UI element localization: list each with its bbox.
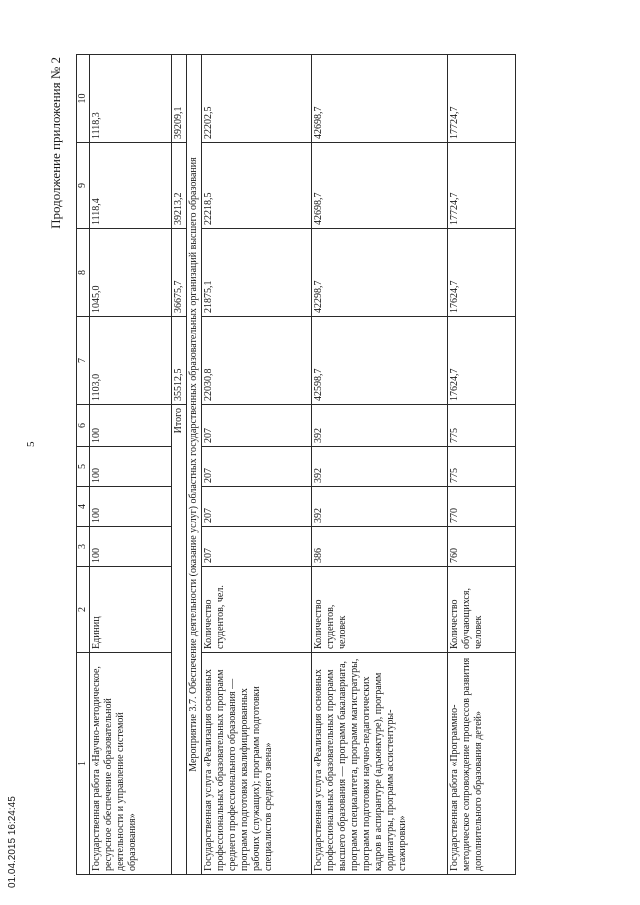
row-name: Государственная услуга «Реализация основных профессиональных образовательных программ высшего образования — программ бакалавриата, программ специалитета, программ магистратуры, программ подготовки научно-педагогических кадров в аспирантуре (адъюнктуре), программ ординатуры, программ ассистентуры-стажировки»	[312, 653, 448, 875]
cell-value: 100	[90, 405, 172, 447]
cell-value: 17724,7	[448, 55, 516, 143]
cell-value: 392	[312, 447, 448, 487]
cell-value: 17724,7	[448, 143, 516, 229]
appendix-caption: Продолжение приложения № 2	[48, 57, 63, 229]
print-timestamp: 01.04.2015 16:24:45	[7, 796, 18, 888]
cell-value: 17624,7	[448, 229, 516, 317]
row-unit: Единиц	[90, 567, 172, 653]
section-title: Мероприятие 3.7. Обеспечение деятельности (оказание услуг) областных государственных образовательных организаций высшего образования	[187, 55, 202, 875]
cell-value: 760	[448, 527, 516, 567]
cell-value: 17624,7	[448, 317, 516, 405]
row-unit: Количество студентов, чел.	[202, 567, 312, 653]
cell-value: 22202,5	[202, 55, 312, 143]
itogo-value: 35512,5	[172, 317, 187, 405]
cell-value: 42698,7	[312, 55, 448, 143]
column-number: 3	[77, 527, 90, 567]
itogo-row	[172, 55, 187, 875]
itogo-value: 39213,2	[172, 143, 187, 229]
row-name: Государственная работа «Программно-методическое сопровождение процессов развития дополнительного образования детей»	[448, 653, 516, 875]
cell-value: 42698,7	[312, 143, 448, 229]
cell-value: 207	[202, 405, 312, 447]
table-row	[90, 55, 172, 875]
cell-value: 22218,5	[202, 143, 312, 229]
row-unit: Количество студентов, человек	[312, 567, 448, 653]
cell-value: 1103,0	[90, 317, 172, 405]
table-row	[312, 55, 448, 875]
itogo-value: 36675,7	[172, 229, 187, 317]
cell-value: 42598,7	[312, 317, 448, 405]
cell-value: 775	[448, 405, 516, 447]
cell-value: 207	[202, 527, 312, 567]
column-number: 5	[77, 447, 90, 487]
row-name: Государственная работа «Научно-методическое, ресурсное обеспечение образовательной деятельности и управление системой образования»	[90, 653, 172, 875]
itogo-label: Итого	[172, 405, 187, 653]
cell-value: 22030,8	[202, 317, 312, 405]
cell-value: 21875,1	[202, 229, 312, 317]
cell-value: 100	[90, 527, 172, 567]
cell-value: 1118,3	[90, 55, 172, 143]
table-row	[448, 55, 516, 875]
cell-value: 1118,4	[90, 143, 172, 229]
cell-value: 770	[448, 487, 516, 527]
cell-value: 392	[312, 405, 448, 447]
column-number: 6	[77, 405, 90, 447]
itogo-value: 39209,1	[172, 55, 187, 143]
cell-value: 100	[90, 487, 172, 527]
section-row	[187, 55, 202, 875]
row-name: Государственная услуга «Реализация основных профессиональных образовательных программ среднего профессионального образования — программ подготовки квалифицированных рабочих (служащих); программ подготовки специалистов среднего звена»	[202, 653, 312, 875]
budget-table	[76, 54, 516, 875]
column-number: 8	[77, 229, 90, 317]
column-number: 7	[77, 317, 90, 405]
column-number: 4	[77, 487, 90, 527]
column-number-row	[77, 55, 90, 875]
column-number: 1	[77, 653, 90, 875]
cell-value: 100	[90, 447, 172, 487]
cell-value: 207	[202, 447, 312, 487]
table-row	[202, 55, 312, 875]
cell-value: 392	[312, 487, 448, 527]
cell-value: 42298,7	[312, 229, 448, 317]
page-number: 5	[25, 441, 37, 447]
column-number: 9	[77, 143, 90, 229]
column-number: 10	[77, 55, 90, 143]
cell-value: 386	[312, 527, 448, 567]
cell-value: 775	[448, 447, 516, 487]
document-body	[48, 35, 516, 875]
row-unit: Количество обучающихся, человек	[448, 567, 516, 653]
cell-value: 1045,0	[90, 229, 172, 317]
column-number: 2	[77, 567, 90, 653]
cell-value: 207	[202, 487, 312, 527]
